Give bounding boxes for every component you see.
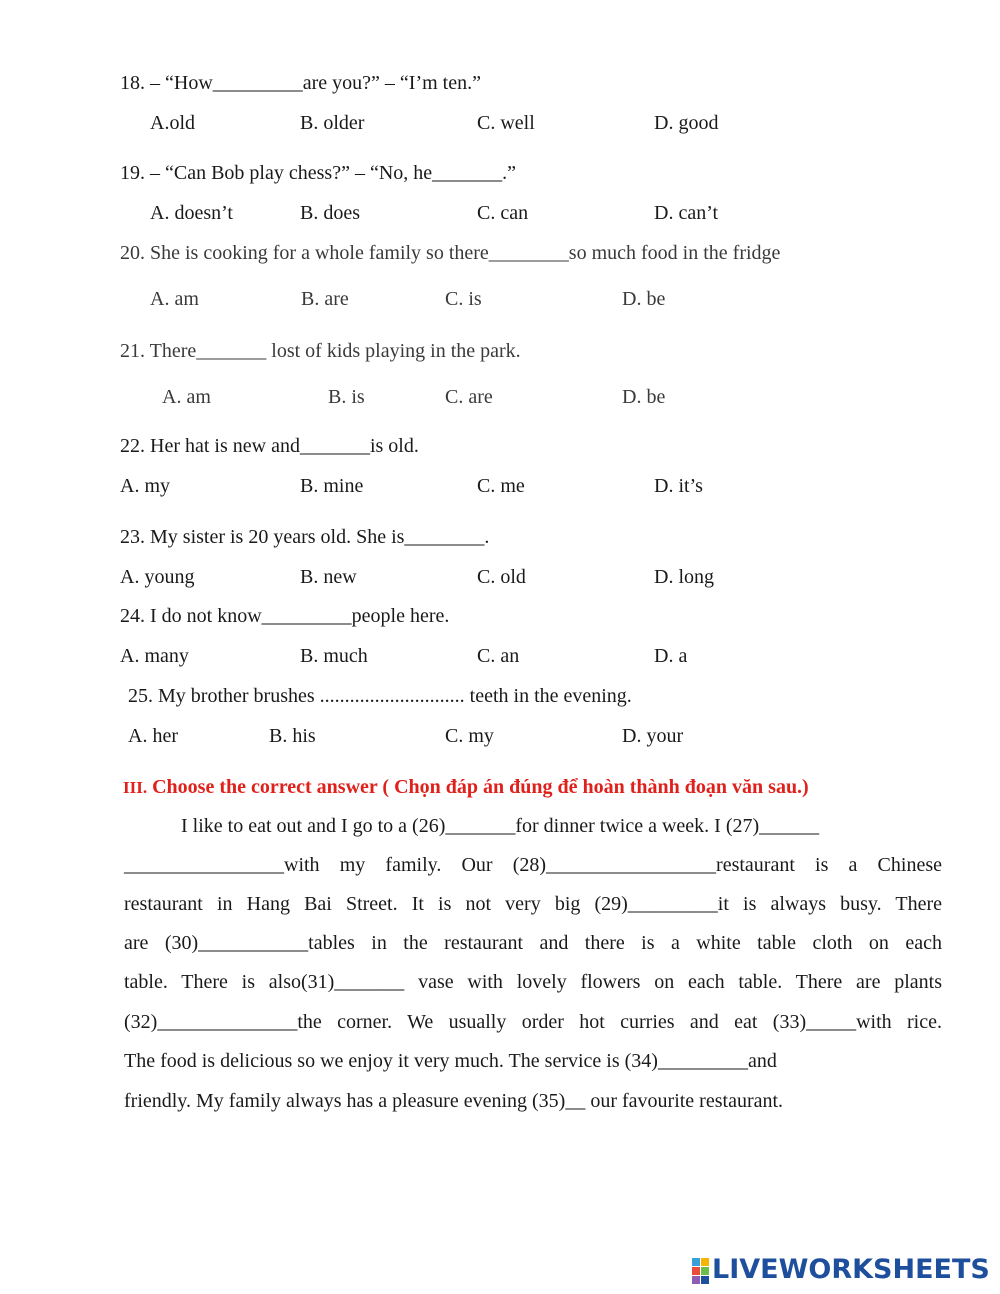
q25-option-c[interactable]: C. my — [445, 725, 494, 747]
q23-option-b[interactable]: B. new — [300, 566, 357, 588]
question-20-stem: 20. She is cooking for a whole family so there________so much food in the fridge — [120, 242, 781, 264]
passage-line-6: (32)______________the corner. We usually order hot curries and eat (33)_____with rice. — [124, 1011, 942, 1033]
q25-option-b[interactable]: B. his — [269, 725, 316, 747]
q24-option-d[interactable]: D. a — [654, 645, 688, 667]
q23-option-d[interactable]: D. long — [654, 566, 714, 588]
section-3-heading — [123, 775, 809, 800]
q22-option-d[interactable]: D. it’s — [654, 475, 703, 497]
question-18-stem: 18. – “How_________are you?” – “I’m ten.” — [120, 72, 481, 94]
passage-line-2: ________________with my family. Our (28)_________________restaurant is a Chinese — [124, 854, 942, 876]
q20-option-a[interactable]: A. am — [150, 288, 199, 310]
question-21-stem: 21. There_______ lost of kids playing in the park. — [120, 340, 521, 362]
logo-text: LIVEWORKSHEETS — [712, 1254, 990, 1285]
question-23-stem: 23. My sister is 20 years old. She is________. — [120, 526, 490, 548]
q18-option-d[interactable]: D. good — [654, 112, 719, 134]
passage-line-4: are (30)___________tables in the restaurant and there is a white table cloth on each — [124, 932, 942, 954]
q21-option-b[interactable]: B. is — [328, 386, 365, 408]
question-22-stem: 22. Her hat is new and_______is old. — [120, 435, 419, 457]
q19-option-d[interactable]: D. can’t — [654, 202, 719, 224]
passage-line-5: table. There is also(31)_______ vase with lovely flowers on each table. There are plants — [124, 971, 942, 993]
q25-option-a[interactable]: A. her — [128, 725, 178, 747]
q24-option-c[interactable]: C. an — [477, 645, 520, 667]
q23-option-c[interactable]: C. old — [477, 566, 526, 588]
passage-line-8: friendly. My family always has a pleasure evening (35)__ our favourite restaurant. — [124, 1090, 784, 1112]
section-3-title: Choose the correct answer ( Chọn đáp án đúng để hoàn thành đoạn văn sau.) — [152, 776, 809, 798]
q19-option-c[interactable]: C. can — [477, 202, 529, 224]
q18-option-c[interactable]: C. well — [477, 112, 535, 134]
q21-option-c[interactable]: C. are — [445, 386, 493, 408]
q22-option-c[interactable]: C. me — [477, 475, 525, 497]
section-3-numeral: III. — [123, 778, 148, 797]
q20-option-b[interactable]: B. are — [301, 288, 349, 310]
passage-line-3: restaurant in Hang Bai Street. It is not very big (29)_________it is always busy. There — [124, 893, 942, 915]
q19-option-b[interactable]: B. does — [300, 202, 360, 224]
q18-option-a[interactable]: A.old — [150, 112, 195, 134]
q22-option-b[interactable]: B. mine — [300, 475, 364, 497]
question-24-stem: 24. I do not know_________people here. — [120, 605, 450, 627]
logo-mark-icon — [692, 1258, 710, 1284]
q24-option-b[interactable]: B. much — [300, 645, 368, 667]
question-19-stem: 19. – “Can Bob play chess?” – “No, he_______.” — [120, 162, 517, 184]
liveworksheets-logo — [692, 1255, 992, 1285]
passage-line-7: The food is delicious so we enjoy it very much. The service is (34)_________and — [124, 1050, 777, 1072]
q23-option-a[interactable]: A. young — [120, 566, 195, 588]
q24-option-a[interactable]: A. many — [120, 645, 189, 667]
q20-option-d[interactable]: D. be — [622, 288, 666, 310]
q21-option-a[interactable]: A. am — [162, 386, 211, 408]
q25-option-d[interactable]: D. your — [622, 725, 684, 747]
passage-line-1: I like to eat out and I go to a (26)_______for dinner twice a week. I (27)______ — [181, 815, 820, 837]
q22-option-a[interactable]: A. my — [120, 475, 170, 497]
q19-option-a[interactable]: A. doesn’t — [150, 202, 233, 224]
q20-option-c[interactable]: C. is — [445, 288, 482, 310]
question-25-stem: 25. My brother brushes ............................. teeth in the evening. — [128, 685, 632, 707]
q21-option-d[interactable]: D. be — [622, 386, 666, 408]
q18-option-b[interactable]: B. older — [300, 112, 365, 134]
